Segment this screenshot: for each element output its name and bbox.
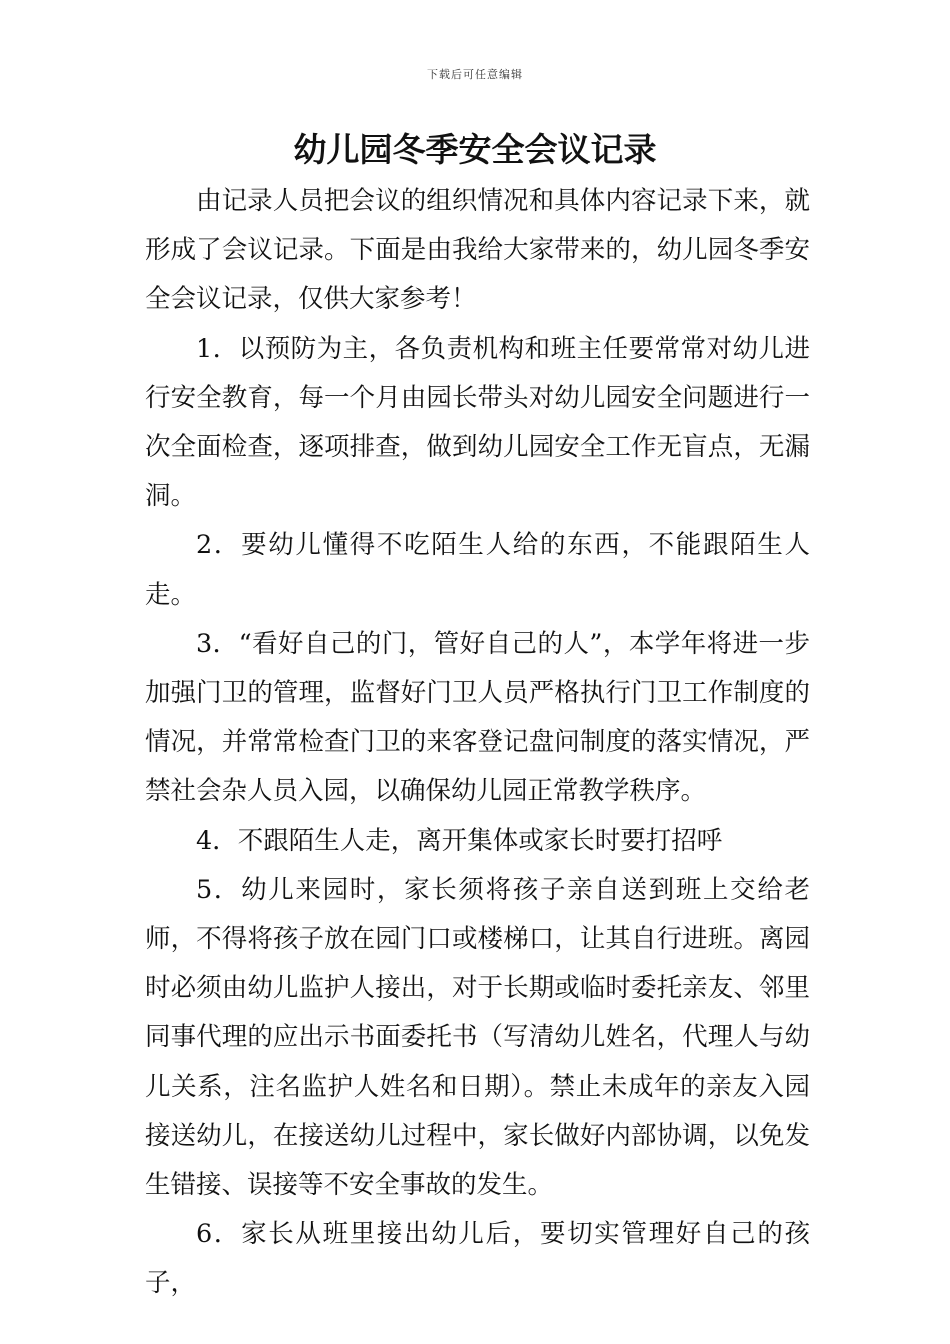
document-title: 幼儿园冬季安全会议记录 [293, 130, 657, 169]
paragraph-item-6: 6．家长从班里接出幼儿后，要切实管理好自己的孩子， [145, 1219, 810, 1299]
paragraph-item-2: 2．要幼儿懂得不吃陌生人给的东西，不能跟陌生人走。 [145, 530, 810, 610]
paragraph-intro: 由记录人员把会议的组织情况和具体内容记录下来，就形成了会议记录。下面是由我给大家带来的，幼儿园冬季安全会议记录，仅供大家参考！ [145, 186, 810, 315]
page-header-note: 下载后可任意编辑 [427, 68, 523, 81]
paragraph-item-5: 5．幼儿来园时，家长须将孩子亲自送到班上交给老师，不得将孩子放在园门口或楼梯口，让其自行进班。离园时必须由幼儿监护人接出，对于长期或临时委托亲友、邻里同事代理的应出示书面委托书（写清幼儿姓名，代理人与幼儿关系，注名监护人姓名和日期）。禁止未成年的亲友入园接送幼儿，在接送幼儿过程中，家长做好内部协调，以免发生错接、误接等不安全事故的发生。 [145, 874, 810, 1201]
paragraph-item-3: 3．“看好自己的门，管好自己的人”，本学年将进一步加强门卫的管理，监督好门卫人员严格执行门卫工作制度的情况，并常常检查门卫的来客登记盘问制度的落实情况，严禁社会杂人员入园，以确保幼儿园正常教学秩序。 [145, 628, 810, 807]
paragraph-item-4: 4．不跟陌生人走，离开集体或家长时要打招呼 [196, 825, 723, 856]
paragraph-item-1: 1．以预防为主，各负责机构和班主任要常常对幼儿进行安全教育，每一个月由园长带头对幼儿园安全问题进行一次全面检查，逐项排查，做到幼儿园安全工作无盲点，无漏洞。 [145, 333, 810, 512]
document-body [145, 177, 810, 1309]
